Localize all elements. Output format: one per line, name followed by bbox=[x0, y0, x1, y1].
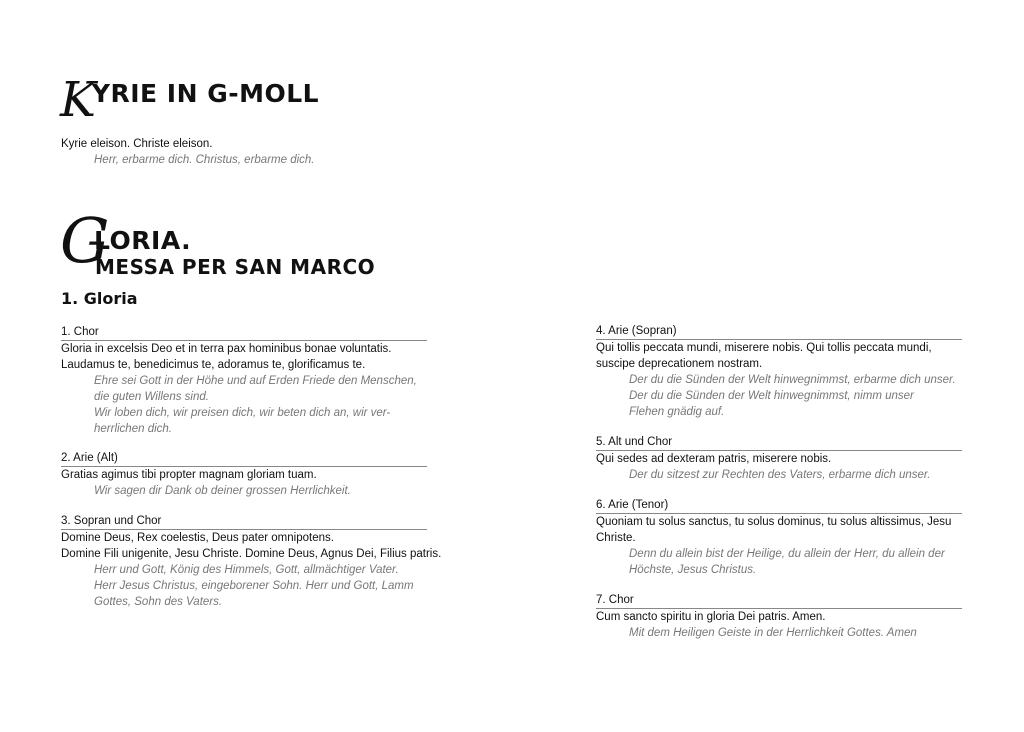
kyrie-title-initial: K bbox=[60, 72, 96, 128]
right-page bbox=[512, 0, 1024, 732]
section-heading: 1. Gloria bbox=[61, 289, 138, 308]
translation-line: Der du sitzest zur Rechten des Vaters, erbarme dich unser. bbox=[629, 469, 931, 481]
latin-line: Domine Fili unigenite, Jesu Christe. Domine Deus, Agnus Dei, Filius patris. bbox=[61, 548, 442, 560]
movement-5 bbox=[596, 436, 962, 483]
latin-line: Qui tollis peccata mundi, miserere nobis. Qui tollis peccata mundi, bbox=[596, 342, 932, 354]
latin-line: Cum sancto spiritu in gloria Dei patris. Amen. bbox=[596, 611, 826, 623]
translation-line: Herr und Gott, König des Himmels, Gott, allmächtiger Vater. bbox=[94, 564, 399, 576]
kyrie-title bbox=[60, 72, 323, 128]
latin-line: Qui sedes ad dexteram patris, miserere nobis. bbox=[596, 453, 832, 465]
translation-line: Herr Jesus Christus, eingeborener Sohn. Herr und Gott, Lamm bbox=[94, 580, 414, 592]
movement-title: 7. Chor bbox=[596, 594, 962, 609]
translation-line: die guten Willens sind. bbox=[94, 391, 209, 403]
movement-7 bbox=[596, 594, 962, 641]
movement-title: 1. Chor bbox=[61, 326, 427, 341]
translation-line: Wir loben dich, wir preisen dich, wir beten dich an, wir ver- bbox=[94, 407, 391, 419]
movement-title: 2. Arie (Alt) bbox=[61, 452, 427, 467]
translation-line: Flehen gnädig auf. bbox=[629, 406, 725, 418]
translation-line: Gottes, Sohn des Vaters. bbox=[94, 596, 223, 608]
gloria-title-rest: LORIA. bbox=[94, 226, 192, 255]
latin-line: Kyrie eleison. Christe eleison. bbox=[61, 138, 213, 150]
movement-6 bbox=[596, 499, 962, 578]
latin-line: Christe. bbox=[596, 532, 636, 544]
translation-line: Herr, erbarme dich. Christus, erbarme dich. bbox=[94, 154, 315, 166]
kyrie-title-rest: YRIE IN G-MOLL bbox=[91, 79, 320, 108]
latin-line: Quoniam tu solus sanctus, tu solus dominus, tu solus altissimus, Jesu bbox=[596, 516, 952, 528]
movement-title: 6. Arie (Tenor) bbox=[596, 499, 962, 514]
translation-line: Wir sagen dir Dank ob deiner grossen Herrlichkeit. bbox=[94, 485, 351, 497]
translation-line: herrlichen dich. bbox=[94, 423, 172, 435]
translation-line: Höchste, Jesus Christus. bbox=[629, 564, 757, 576]
latin-line: suscipe deprecationem nostram. bbox=[596, 358, 763, 370]
movement-4 bbox=[596, 325, 962, 420]
translation-line: Mit dem Heiligen Geiste in der Herrlichkeit Gottes. Amen bbox=[629, 627, 917, 639]
gloria-subtitle: MESSA PER SAN MARCO bbox=[95, 255, 376, 279]
latin-line: Domine Deus, Rex coelestis, Deus pater omnipotens. bbox=[61, 532, 334, 544]
movement-title: 5. Alt und Chor bbox=[596, 436, 962, 451]
translation-line: Denn du allein bist der Heilige, du allein der Herr, du allein der bbox=[629, 548, 945, 560]
latin-line: Gratias agimus tibi propter magnam gloriam tuam. bbox=[61, 469, 317, 481]
latin-line: Laudamus te, benedicimus te, adoramus te, glorificamus te. bbox=[61, 359, 366, 371]
translation-line: Der du die Sünden der Welt hinwegnimmst, nimm unser bbox=[629, 390, 914, 402]
movement-title: 4. Arie (Sopran) bbox=[596, 325, 962, 340]
movement-title: 3. Sopran und Chor bbox=[61, 515, 427, 530]
movement-3 bbox=[61, 515, 441, 610]
latin-line: Gloria in excelsis Deo et in terra pax hominibus bonae voluntatis. bbox=[61, 343, 392, 355]
movement-2 bbox=[61, 452, 427, 499]
translation-line: Ehre sei Gott in der Höhe und auf Erden Friede den Menschen, bbox=[94, 375, 417, 387]
translation-line: Der du die Sünden der Welt hinwegnimmst, erbarme dich unser. bbox=[629, 374, 956, 386]
kyrie-text bbox=[61, 136, 315, 168]
gloria-title-initial: G bbox=[60, 204, 110, 277]
movement-1 bbox=[61, 326, 427, 437]
